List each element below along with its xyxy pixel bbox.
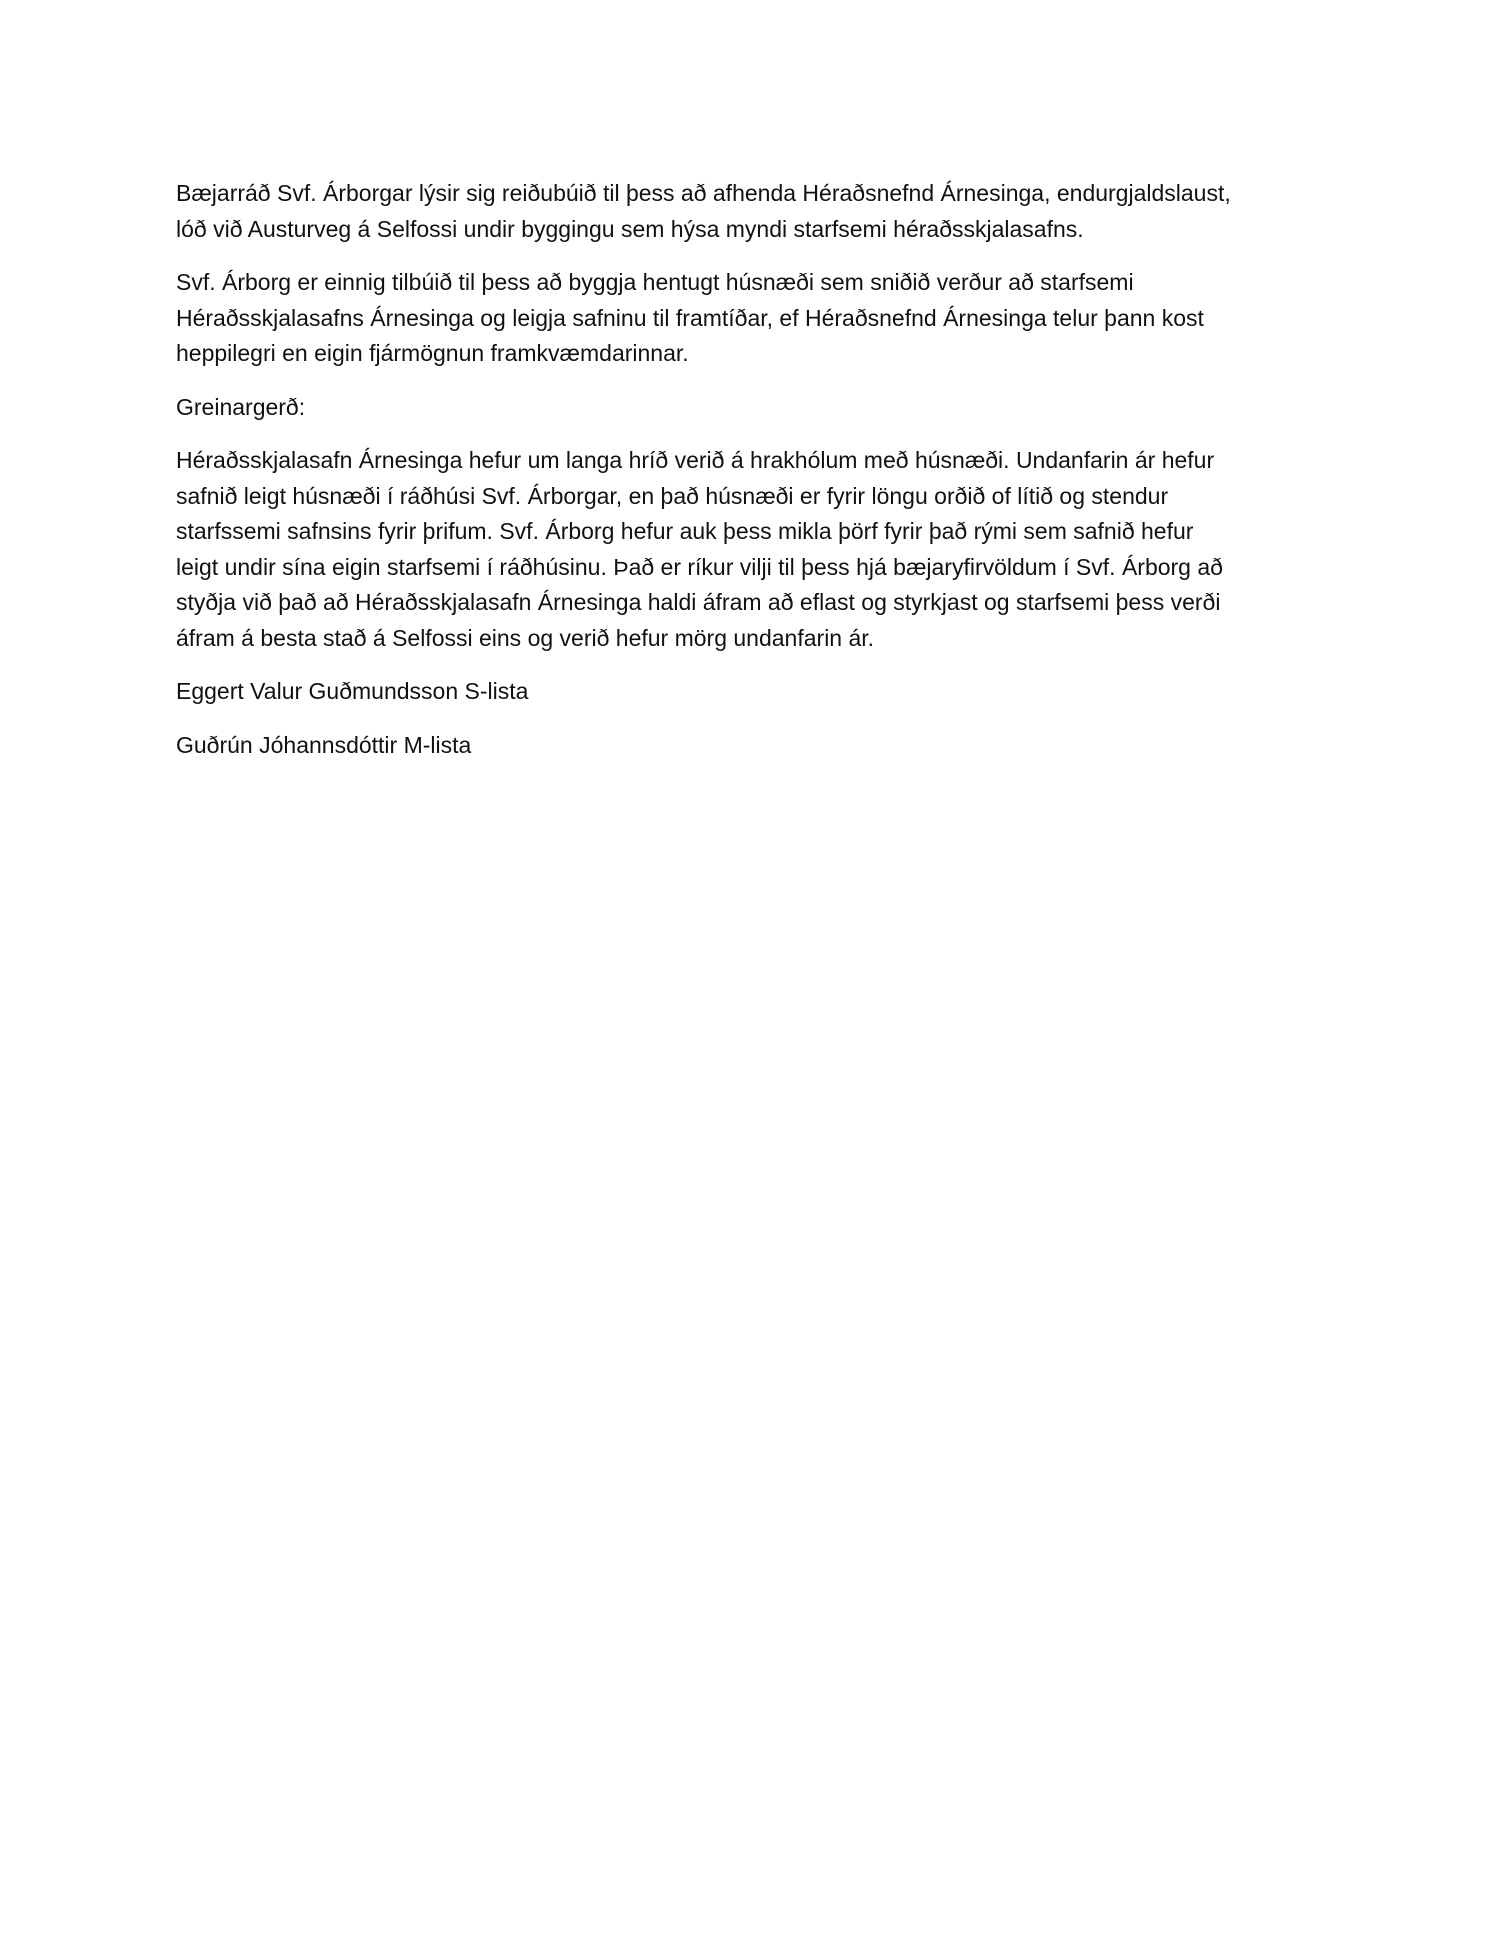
text-line: lóð við Austurveg á Selfossi undir byggingu sem hýsa myndi starfsemi héraðsskjalasafns. xyxy=(176,215,1084,242)
text-line: Bæjarráð Svf. Árborgar lýsir sig reiðubúið til þess að afhenda Héraðsnefnd Árnesinga, endurgjaldslaust, xyxy=(176,180,1231,206)
text-line: Héraðsskjalasafns Árnesinga og leigja safninu til framtíðar, ef Héraðsnefnd Árnesinga telur þann kost xyxy=(176,304,1204,331)
text-line: Svf. Árborg er einnig tilbúið til þess að byggja hentugt húsnæði sem sniðið verður að starfsemi xyxy=(176,269,1134,295)
text-line: heppilegri en eigin fjármögnun framkvæmdarinnar. xyxy=(176,340,689,366)
text-line: áfram á besta stað á Selfossi eins og verið hefur mörg undanfarin ár. xyxy=(176,624,875,651)
text-line: Greinargerð: xyxy=(176,393,306,420)
signatory-2 xyxy=(176,728,1306,764)
paragraph-rationale xyxy=(176,443,1306,656)
text-line: safnið leigt húsnæði í ráðhúsi Svf. Árborgar, en það húsnæði er fyrir löngu orðið of lítið og stendur xyxy=(176,482,1169,509)
section-heading-greinargerd xyxy=(176,390,1306,426)
paragraph-proposal-building xyxy=(176,265,1306,372)
text-line: Héraðsskjalasafn Árnesinga hefur um langa hríð verið á hrakhólum með húsnæði. Undanfarin ár hefur xyxy=(176,447,1215,473)
signatory-name: Guðrún Jóhannsdóttir M-lista xyxy=(176,731,472,758)
signatory-name: Eggert Valur Guðmundsson S-lista xyxy=(176,678,529,704)
document-body xyxy=(176,176,1306,781)
paragraph-proposal-land xyxy=(176,176,1306,247)
text-line: styðja við það að Héraðsskjalasafn Árnesinga haldi áfram að eflast og styrkjast og starfsemi þess verði xyxy=(176,589,1221,615)
text-line: leigt undir sína eigin starfsemi í ráðhúsinu. Það er ríkur vilji til þess hjá bæjaryfirvöldum í Svf. Árborg að xyxy=(176,553,1223,580)
text-line: starfssemi safnsins fyrir þrifum. Svf. Árborg hefur auk þess mikla þörf fyrir það rými sem safnið hefur xyxy=(176,518,1194,544)
signatory-1 xyxy=(176,674,1306,710)
